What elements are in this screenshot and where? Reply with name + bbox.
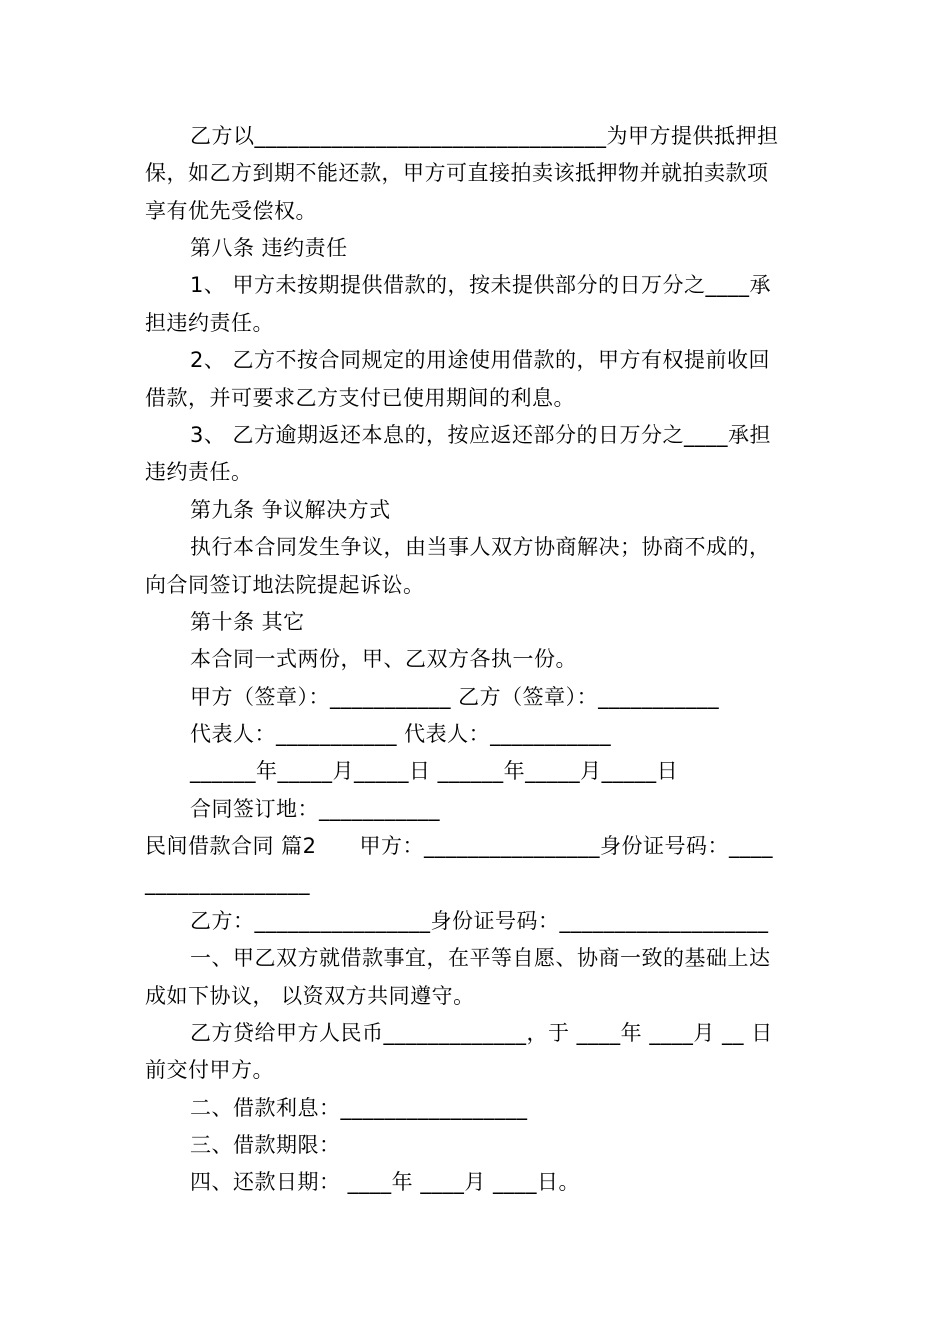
- text-line: 本合同一式两份，甲、乙双方各执一份。: [190, 647, 577, 671]
- text-line: 3、 乙方逾期返还本息的，按应返还部分的日万分之____承担: [190, 423, 772, 447]
- text-line: 二、借款利息：_________________: [190, 1096, 528, 1120]
- text-line: 保，如乙方到期不能还款，甲方可直接拍卖该抵押物并就拍卖款项: [145, 161, 769, 185]
- text-line: 乙方贷给甲方人民币_____________，于 ____年 ____月 __ 日: [190, 1021, 773, 1045]
- text-line: 乙方以________________________________为甲方提供抵押担: [190, 124, 779, 148]
- text-line: 第八条 违约责任: [190, 236, 348, 260]
- text-line: 民间借款合同 篇2 甲方：________________身份证号码：____: [145, 834, 774, 858]
- text-line: 合同签订地：___________: [190, 797, 440, 821]
- text-line: 享有优先受偿权。: [145, 199, 317, 223]
- text-line: 甲方（签章）：___________ 乙方（签章）：___________: [190, 685, 720, 709]
- text-line: _______________: [145, 871, 310, 895]
- text-line: 2、 乙方不按合同规定的用途使用借款的，甲方有权提前收回: [190, 348, 771, 372]
- text-line: 三、借款期限：: [190, 1133, 341, 1157]
- text-line: 借款，并可要求乙方支付已使用期间的利息。: [145, 386, 575, 410]
- text-line: ______年_____月_____日 ______年_____月_____日: [190, 759, 679, 783]
- text-line: 代表人：___________ 代表人：___________: [190, 722, 612, 746]
- text-line: 违约责任。: [145, 460, 253, 484]
- text-line: 乙方：________________身份证号码：___________________: [190, 909, 769, 933]
- text-line: 向合同签订地法院提起诉讼。: [145, 573, 425, 597]
- text-line: 前交付甲方。: [145, 1058, 274, 1082]
- text-line: 第十条 其它: [190, 610, 305, 634]
- text-line: 1、 甲方未按期提供借款的，按未提供部分的日万分之____承: [190, 273, 772, 297]
- text-line: 成如下协议， 以资双方共同遵守。: [145, 984, 475, 1008]
- text-line: 四、还款日期： ____年 ____月 ____日。: [190, 1170, 581, 1194]
- text-line: 第九条 争议解决方式: [190, 498, 391, 522]
- text-line: 执行本合同发生争议，由当事人双方协商解决；协商不成的，: [190, 535, 771, 559]
- text-line: 一、甲乙双方就借款事宜，在平等自愿、协商一致的基础上达: [190, 946, 771, 970]
- text-line: 担违约责任。: [145, 311, 274, 335]
